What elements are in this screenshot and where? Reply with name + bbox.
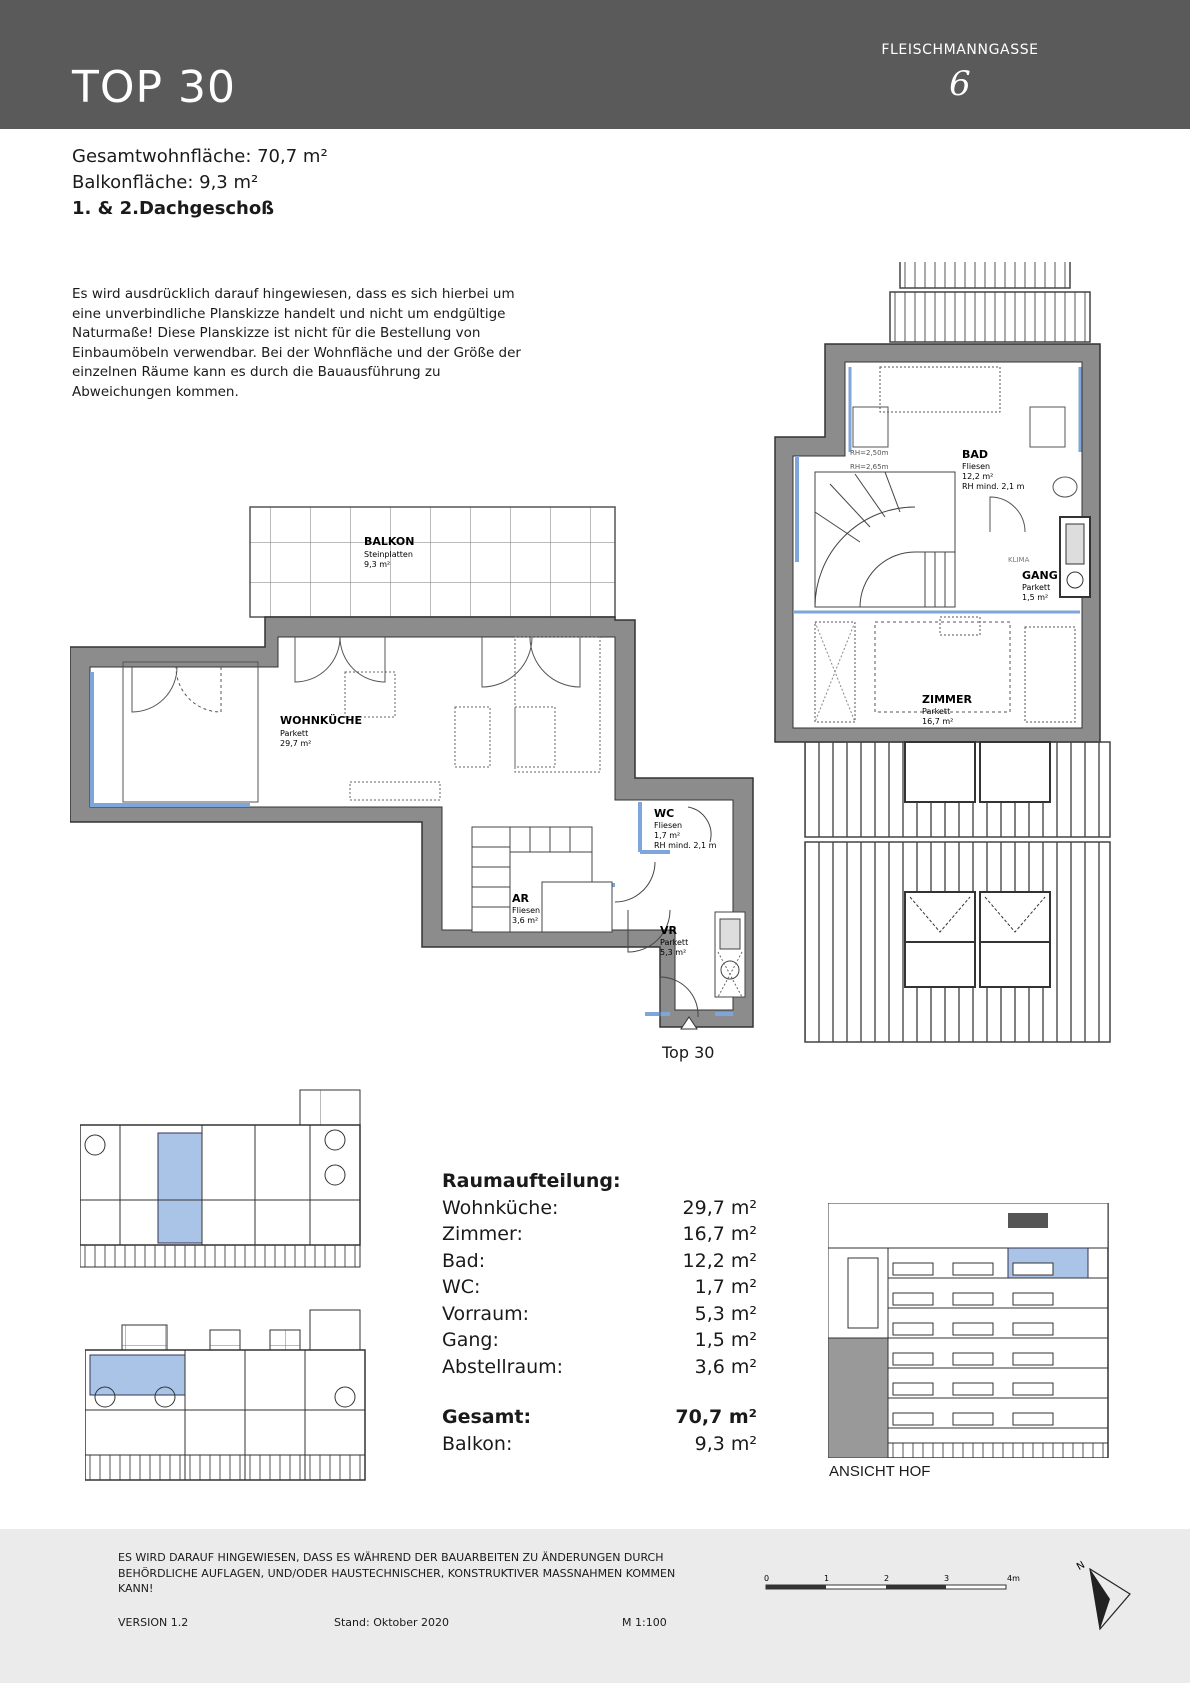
svg-text:KLIMA: KLIMA xyxy=(1008,556,1030,564)
svg-text:12,2 m²: 12,2 m² xyxy=(962,472,994,481)
balcony-area-shape xyxy=(250,507,615,617)
disclaimer-text: Es wird ausdrücklich darauf hingewiesen, dass es sich hierbei um eine unverbindliche Planskizze handelt und nicht um endgültige Naturmaße! Diese Planskizze ist nicht für die Bestellung von Einbaumöbeln verwendbar. Bei der Wohnfläche und der Größe der einzelnen Räume kann es durch die Bauausführung zu Abweichungen kommen. xyxy=(72,286,521,400)
entrance-label: Top 30 xyxy=(662,1043,715,1062)
room-bad-name: BAD xyxy=(962,448,989,461)
street-number: 6 xyxy=(949,64,971,104)
svg-text:0: 0 xyxy=(764,1574,770,1583)
floor-plan-drawing xyxy=(70,262,1120,1062)
lower-interior xyxy=(90,637,733,1010)
room-wohnkueche-name: WOHNKÜCHE xyxy=(280,714,362,727)
floor-label: 1. & 2.Dachgeschoß xyxy=(72,198,275,219)
table-row: Zimmer: 16,7 m² xyxy=(442,1223,757,1245)
building-plan-thumbnail-lower xyxy=(85,1305,375,1485)
svg-text:Fliesen: Fliesen xyxy=(512,906,541,915)
svg-text:RH=2,50m: RH=2,50m xyxy=(850,449,889,457)
room-ar-name: AR xyxy=(512,892,529,905)
balcony-area: Balkonfläche: 9,3 m² xyxy=(72,172,259,193)
svg-text:4m: 4m xyxy=(1007,1574,1020,1583)
courtyard-elevation xyxy=(828,1203,1110,1458)
street-name: FLEISCHMANNGASSE xyxy=(881,42,1039,58)
table-row: WC: 1,7 m² xyxy=(442,1276,757,1298)
scale-bar xyxy=(764,1571,1024,1601)
svg-text:RH mind. 2,1 m: RH mind. 2,1 m xyxy=(962,482,1025,491)
page-footer xyxy=(0,1529,1190,1683)
svg-text:3,6 m²: 3,6 m² xyxy=(512,916,539,925)
table-row: Gang: 1,5 m² xyxy=(442,1329,757,1351)
room-breakdown xyxy=(442,1168,757,1457)
svg-text:5,3 m²: 5,3 m² xyxy=(660,948,687,957)
apartment-facts xyxy=(72,144,328,222)
svg-text:2: 2 xyxy=(884,1574,890,1583)
svg-text:1: 1 xyxy=(824,1574,830,1583)
room-wc-name: WC xyxy=(654,807,675,820)
elevation-label: ANSICHT HOF xyxy=(829,1463,931,1480)
date-label: Stand: Oktober 2020 xyxy=(334,1616,450,1629)
svg-text:Parkett: Parkett xyxy=(280,729,309,738)
room-breakdown-title: Raumaufteilung: xyxy=(442,1170,621,1192)
svg-text:Parkett: Parkett xyxy=(922,707,951,716)
table-row: Wohnküche: 29,7 m² xyxy=(442,1196,757,1219)
svg-text:RH mind. 2,1 m: RH mind. 2,1 m xyxy=(654,841,717,850)
north-arrow-icon xyxy=(1070,1549,1140,1634)
svg-text:16,7 m²: 16,7 m² xyxy=(922,717,954,726)
svg-text:Fliesen: Fliesen xyxy=(654,821,683,830)
footer-warning: ES WIRD DARAUF HINGEWIESEN, DASS ES WÄHREND DER BAUARBEITEN ZU ÄNDERUNGEN DURCH BEHÖRDLICHE AUFLAGEN, UND/ODER HAUSTECHNISCHER, KONSTRUKTIVER MASSNAHMEN KOMMEN KANN! xyxy=(118,1551,676,1595)
svg-text:Steinplatten: Steinplatten xyxy=(364,550,413,559)
svg-text:Fliesen: Fliesen xyxy=(962,462,991,471)
svg-text:9,3 m²: 9,3 m² xyxy=(364,560,391,569)
table-row: Bad: 12,2 m² xyxy=(442,1249,757,1272)
svg-text:3: 3 xyxy=(944,1574,950,1583)
floor-plan xyxy=(70,262,1120,1062)
balcony-row: Balkon: 9,3 m² xyxy=(442,1432,757,1455)
table-row: Abstellraum: 3,6 m² xyxy=(442,1355,757,1378)
svg-text:1,7 m²: 1,7 m² xyxy=(654,831,681,840)
svg-text:Parkett: Parkett xyxy=(1022,583,1051,592)
scale-label: M 1:100 xyxy=(622,1616,667,1629)
table-row: Vorraum: 5,3 m² xyxy=(442,1302,757,1325)
apartment-title: TOP 30 xyxy=(72,62,237,113)
svg-text:N: N xyxy=(1075,1559,1088,1573)
svg-text:1,5 m²: 1,5 m² xyxy=(1022,593,1049,602)
building-plan-thumbnail-upper xyxy=(80,1085,370,1270)
total-row: Gesamt: 70,7 m² xyxy=(442,1406,757,1428)
svg-text:RH=2,65m: RH=2,65m xyxy=(850,463,889,471)
room-zimmer-name: ZIMMER xyxy=(922,693,972,706)
svg-text:Parkett: Parkett xyxy=(660,938,689,947)
room-balkon-name: BALKON xyxy=(364,535,415,548)
living-area: Gesamtwohnfläche: 70,7 m² xyxy=(72,146,328,167)
room-vr-name: VR xyxy=(660,924,677,937)
version-label: VERSION 1.2 xyxy=(118,1616,189,1629)
svg-text:29,7 m²: 29,7 m² xyxy=(280,739,312,748)
page-header xyxy=(0,0,1190,129)
room-gang-name: GANG xyxy=(1022,569,1058,582)
